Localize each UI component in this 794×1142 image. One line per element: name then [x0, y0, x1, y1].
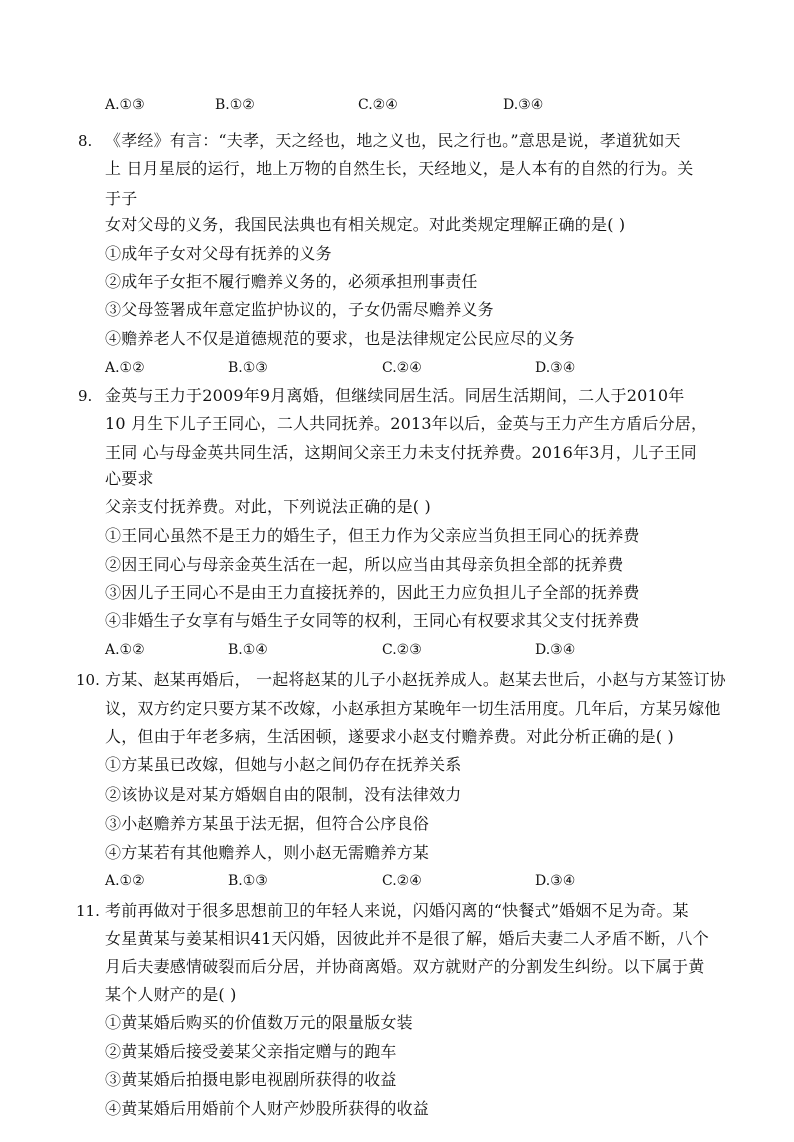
q8-option-c: C.②④ — [382, 360, 422, 376]
q11-stem-line: 女星黄某与姜某相识41天闪婚，因彼此并不是很了解，婚后夫妻二人矛盾不断，八个 — [105, 929, 709, 948]
q10-stem-line: 议，双方约定只要方某不改嫁，小赵承担方某晚年一切生活用度。几年后，方某另嫁他 — [105, 699, 721, 718]
q8-option-d: D.③④ — [535, 360, 576, 376]
q9-option-d: D.③④ — [535, 642, 576, 658]
q8-option-a: A.①② — [105, 360, 145, 376]
q11-number: 11. — [76, 902, 100, 920]
q8-item: ①成年子女对父母有抚养的义务 — [105, 244, 332, 263]
q8-stem-line: 上 日月星辰的运行，地上万物的自然生长，天经地义，是人本有的自然的行为。关 — [105, 159, 694, 178]
q10-options — [105, 871, 625, 891]
q11-item: ④黄某婚后用婚前个人财产炒股所获得的收益 — [105, 1099, 430, 1118]
q9-item: ③因儿子王同心不是由王力直接抚养的，因此王力应负担儿子全部的抚养费 — [105, 583, 640, 602]
q11-item: ③黄某婚后拍摄电影电视剧所获得的收益 — [105, 1070, 397, 1089]
q10-option-b: B.①③ — [228, 873, 268, 889]
q11-item: ②黄某婚后接受姜某父亲指定赠与的跑车 — [105, 1042, 397, 1061]
q9-stem-line: 10 月生下儿子王同心，二人共同抚养。2013年以后，金英与王力产生方盾后分居， — [105, 414, 708, 433]
q10-option-c: C.②④ — [382, 873, 422, 889]
q8-stem-line: 《孝经》有言：“夫孝，天之经也，地之义也，民之行也。”意思是说，孝道犹如天 — [105, 131, 681, 150]
q9-option-b: B.①④ — [228, 642, 268, 658]
q7-option-d: D.③④ — [503, 97, 544, 113]
q9-item: ②因王同心与母亲金英生活在一起，所以应当由其母亲负担全部的抚养费 — [105, 555, 624, 574]
q9-stem-line: 父亲支付抚养费。对此，下列说法正确的是( ) — [105, 497, 431, 516]
q7-option-c: C.②④ — [358, 97, 398, 113]
q11-stem-line: 考前再做对于很多思想前卫的年轻人来说，闪婚闪离的“快餐式”婚姻不足为奇。某 — [105, 901, 689, 920]
q10-item: ①方某虽已改嫁，但她与小赵之间仍存在抚养关系 — [105, 755, 462, 774]
q7-options — [105, 95, 625, 115]
q10-number: 10. — [76, 671, 100, 689]
q9-item: ④非婚生子女享有与婚生子女同等的权利，王同心有权要求其父支付抚养费 — [105, 611, 640, 630]
q11-stem-line: 月后夫妻感情破裂而后分居，并协商离婚。双方就财产的分割发生纠纷。以下属于黄 — [105, 957, 705, 976]
q11-item: ①黄某婚后购买的价值数万元的限量版女装 — [105, 1013, 413, 1032]
q9-option-a: A.①② — [105, 642, 145, 658]
q8-options — [105, 358, 625, 378]
q9-stem-line: 王同 心与母金英共同生活，这期间父亲王力未支付抚养费。2016年3月，儿子王同 — [105, 443, 697, 462]
q8-item: ③父母签署成年意定监护协议的，子女仍需尽赡养义务 — [105, 300, 494, 319]
q10-option-d: D.③④ — [535, 873, 576, 889]
q9-stem-line: 金英与王力于2009年9月离婚，但继续同居生活。同居生活期间，二人于2010年 — [105, 386, 685, 405]
q8-option-b: B.①③ — [228, 360, 268, 376]
q9-stem-line: 心要求 — [105, 469, 154, 488]
q8-stem-line: 女对父母的义务，我国民法典也有相关规定。对此类规定理解正确的是( ) — [105, 215, 626, 234]
q7-option-b: B.①② — [215, 97, 255, 113]
q11-stem-line: 某个人财产的是( ) — [105, 985, 237, 1004]
q8-item: ②成年子女拒不履行赡养义务的，必须承担刑事责任 — [105, 272, 478, 291]
q9-item: ①王同心虽然不是王力的婚生子，但王力作为父亲应当负担王同心的抚养费 — [105, 526, 640, 545]
q9-option-c: C.②③ — [382, 642, 422, 658]
q8-number: 8. — [78, 132, 93, 150]
q8-stem-line: 于子 — [105, 189, 138, 208]
q9-options — [105, 640, 625, 660]
q10-item: ④方某若有其他赡养人，则小赵无需赡养方某 — [105, 843, 430, 862]
q10-stem-line: 方某、赵某再婚后， 一起将赵某的儿子小赵抚养成人。赵某去世后，小赵与方某签订协 — [105, 670, 726, 689]
q10-option-a: A.①② — [105, 873, 145, 889]
q9-number: 9. — [78, 387, 93, 405]
q7-option-a: A.①③ — [105, 97, 145, 113]
q8-item: ④赡养老人不仅是道德规范的要求，也是法律规定公民应尽的义务 — [105, 329, 575, 348]
q10-item: ③小赵赡养方某虽于法无据，但符合公序良俗 — [105, 814, 430, 833]
q10-stem-line: 人，但由于年老多病，生活困顿，遂要求小赵支付赡养费。对此分析正确的是( ) — [105, 727, 674, 746]
q10-item: ②该协议是对某方婚姻自由的限制，没有法律效力 — [105, 785, 462, 804]
